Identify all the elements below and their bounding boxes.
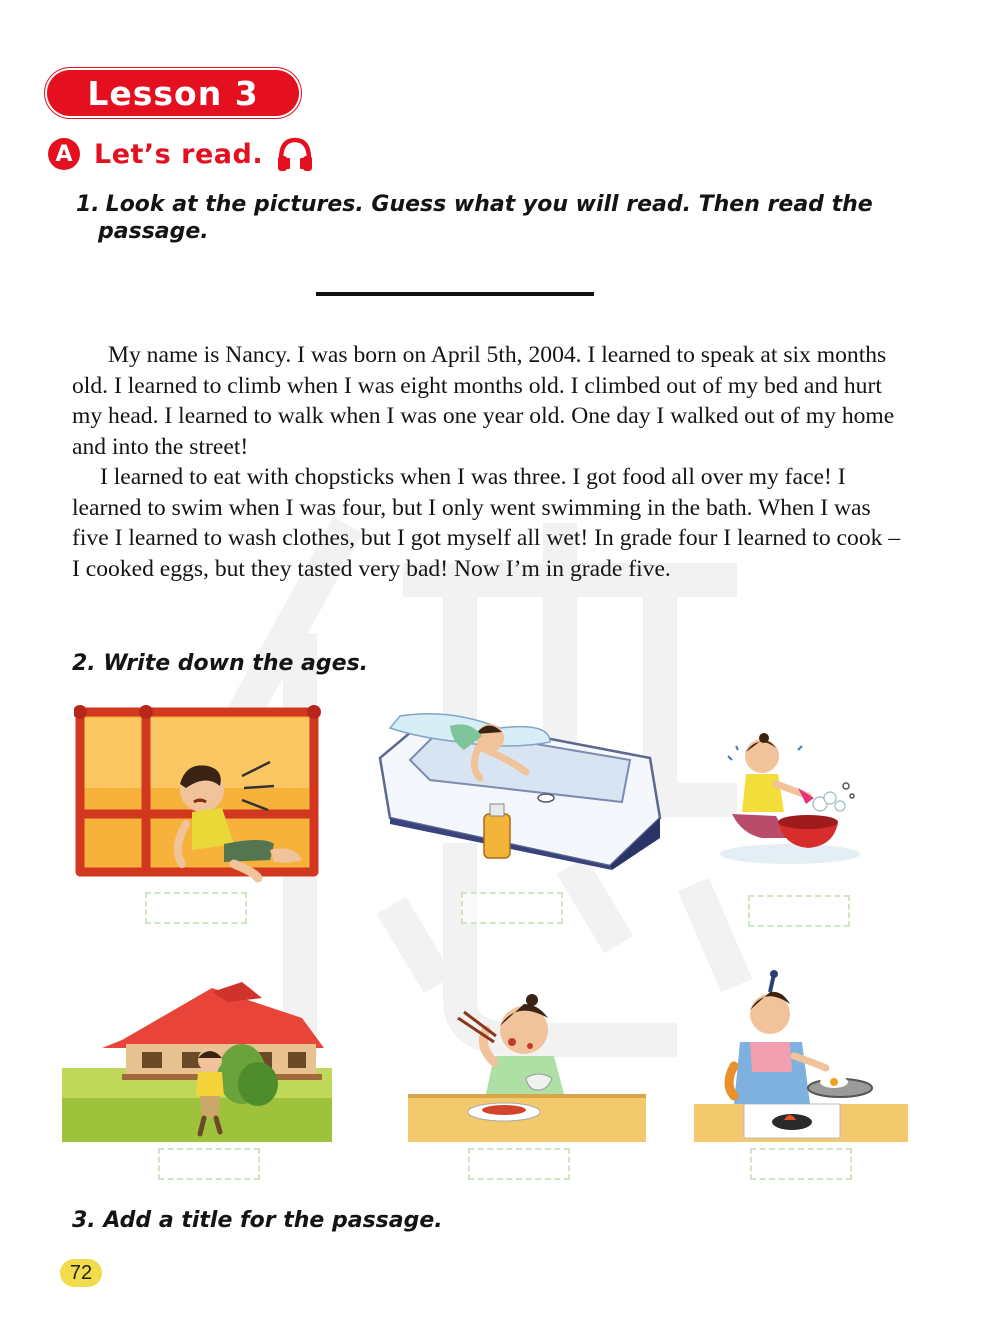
page-number: 72	[60, 1259, 102, 1287]
lesson-banner	[47, 70, 299, 116]
instruction-2: 2. Write down the ages.	[72, 651, 369, 676]
answer-box-3[interactable]	[748, 895, 850, 927]
answer-box-2[interactable]	[461, 892, 563, 924]
title-blank-line	[316, 292, 594, 296]
cooking-eggs-picture	[694, 970, 908, 1142]
bath-swim-picture	[360, 698, 670, 873]
chopsticks-picture	[408, 990, 646, 1142]
instruction-1-number: 1.	[76, 192, 100, 217]
instruction-3: 3. Add a title for the passage.	[72, 1208, 443, 1233]
lesson-title: Lesson 3	[87, 73, 259, 113]
section-title: Let’s read.	[94, 138, 264, 170]
washing-clothes-picture	[712, 726, 862, 866]
crib-bump-picture	[74, 704, 346, 884]
answer-box-5[interactable]	[468, 1148, 570, 1180]
walking-street-picture	[62, 978, 332, 1142]
answer-box-4[interactable]	[158, 1148, 260, 1180]
headphones-icon[interactable]	[275, 135, 315, 173]
reading-passage	[72, 340, 908, 584]
answer-box-6[interactable]	[750, 1148, 852, 1180]
instruction-1-line2: passage.	[98, 219, 209, 244]
passage-paragraph-1: My name is Nancy. I was born on April 5th, 2004. I learned to speak at six months old. I learned to climb when I was eight months old. I climbed out of my bed and hurt my head. I learned to walk when I was one year old. One day I walked out of my home and into the street!	[72, 342, 895, 460]
answer-box-1[interactable]	[145, 892, 247, 924]
passage-paragraph-2: I learned to eat with chopsticks when I was three. I got food all over my face! I learned to swim when I was four, but I only went swimming in the bath. When I was five I learned to wash clothes, but I got myself all wet! In grade four I learned to cook – I cooked eggs, but they tasted very bad! Now I’m in grade five.	[72, 464, 901, 582]
instruction-1-line1: Look at the pictures. Guess what you will read. Then read the	[105, 192, 873, 217]
instruction-1	[76, 191, 936, 245]
section-header	[48, 136, 315, 172]
section-badge: A	[48, 138, 80, 170]
